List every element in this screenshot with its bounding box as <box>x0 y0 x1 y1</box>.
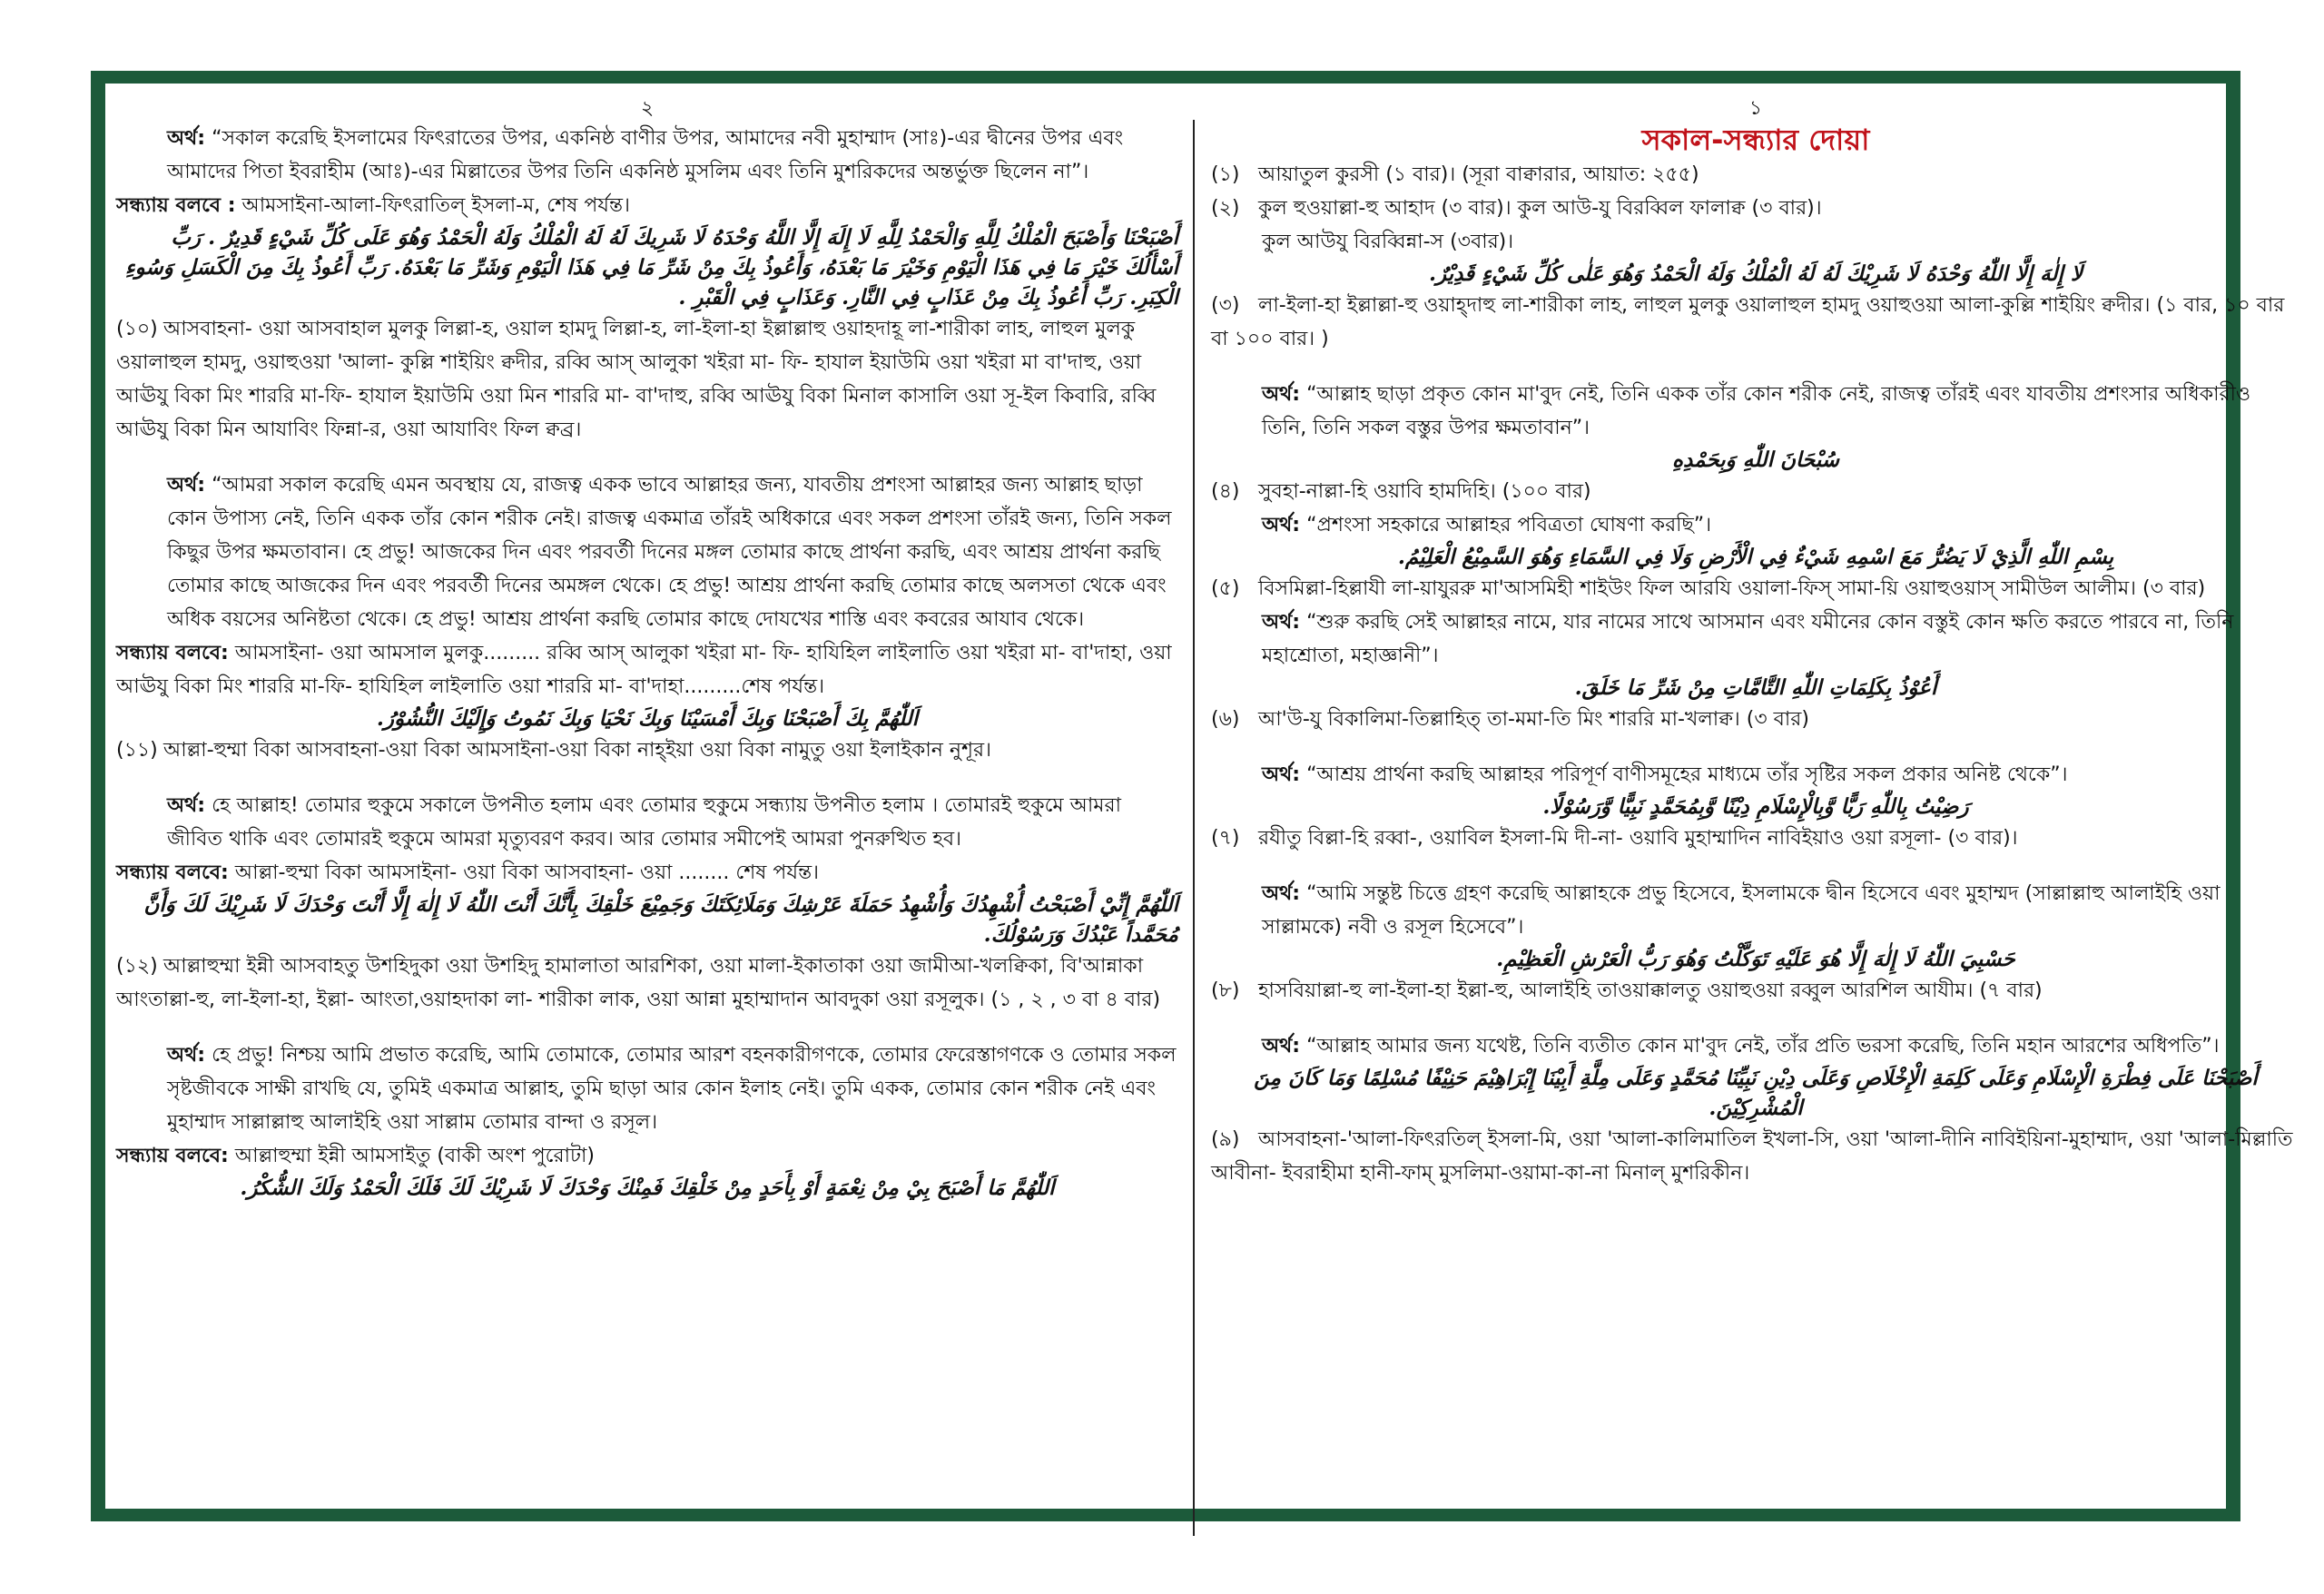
dua-item <box>1211 289 2300 356</box>
spacer <box>1211 855 2300 877</box>
item-number: (৯) <box>1211 1128 1240 1151</box>
item-number: (৭) <box>1211 827 1240 850</box>
transliteration-text: রযীতু বিল্লা-হি রব্বা-, ওয়াবিল ইসলা-মি দী-না- ওয়াবি মুহাম্মাদিন নাবিইয়াও ওয়া রসূলা- (৩ বার)। <box>1258 827 2018 850</box>
transliteration-text: আ'উ-যু বিকালিমা-তিল্লাহিত্ তা-মমা-তি মিং শাররি মা-খলাক্ব। (৩ বার) <box>1258 708 1809 731</box>
document-spread <box>105 84 2293 1509</box>
meaning-label: অর্থ: <box>167 127 206 150</box>
right-page <box>1211 96 2300 1190</box>
meaning-paragraph <box>116 468 1178 636</box>
item-number: (১০) <box>116 318 158 340</box>
arabic-dua-text: لَا إِلٰهَ إِلَّا اللّٰهُ وَحْدَهُ لَا شَرِيْكَ لَهُ لَهُ الْمُلْكُ وَلَهُ الْحَمْدُ وَهُوَ عَلٰى كُلِّ شَيْءٍ قَدِيْرٌ. <box>1429 261 2083 286</box>
transliteration-text: আসবাহনা- ওয়া আসবাহাল মুলকু লিল্লা-হ, ওয়াল হামদু লিল্লা-হ, লা-ইলা-হা ইল্লাল্লাহু ওয়াহদাহূ লা-শারীকা লাহ, লাহুল মুলকু ওয়ালাহুল হামদু, ওয়াহুওয়া 'আলা- কুল্লি শাইয়িং ক্বদীর, রব্বি আস্ আলুকা খইরা মা- ফি- হাযাল ইয়াউমি ওয়া খইরা মা বা'দাহু, ওয়া আঊযু বিকা মিং শাররি মা-ফি- হাযাল ইয়াউমি ওয়া মিন শাররি মা- বা'দাহু, রব্বি আঊযু বিকা মিনাল কাসালি ওয়া সূ-ইল কিবারি, রব্বি আঊযু বিকা মিন আযাবিং ফিন্না-র, ওয়া আযাবিং ফিল ক্বব্র। <box>116 318 1157 441</box>
paragraph-text: হে প্রভু! নিশ্চয় আমি প্রভাত করেছি, আমি তোমাকে, তোমার আরশ বহনকারীগণকে, তোমার ফেরেস্তাগণকে ও তোমার সকল সৃষ্টজীবকে সাক্ষী রাখছি যে, তুমিই একমাত্র আল্লাহ, তুমি ছাড়া আর কোন ইলাহ নেই। তুমি একক, তোমার কোন শরীক নেই এবং মুহাম্মাদ সাল্লাল্লাহু আলাইহি ওয়া সাল্লাম তোমার বান্দা ও রসূল। <box>167 1044 1177 1134</box>
spacer <box>116 1017 1178 1038</box>
meaning-label: অর্থ: <box>1262 1035 1301 1058</box>
spacer <box>116 447 1178 468</box>
transliteration-text: কুল হুওয়াল্লা-হু আহাদ (৩ বার)। কুল আউ-যু বিরব্বিল ফালাক্ব (৩ বার)। <box>1258 197 1822 220</box>
meaning-paragraph <box>1211 877 2300 944</box>
paragraph-text: “আল্লাহ আমার জন্য যথেষ্ট, তিনি ব্যতীত কোন মা'বুদ নেই, তাঁর প্রতি ভরসা করেছি, তিনি মহান আরশের অধিপতি”। <box>1306 1035 2220 1058</box>
meaning-paragraph <box>116 1038 1178 1139</box>
arabic-dua-text: اَللّٰهُمَّ بِكَ أَصْبَحْنَا وَبِكَ أَمْسَيْنَا وَبِكَ نَحْيَا وَبِكَ نَمُوتُ وَإِلَيْكَ النُّشُوْرُ. <box>376 706 919 731</box>
arabic-dua-text: أَعُوْذُ بِكَلِمَاتِ اللّٰهِ التَّامَّاتِ مِنْ شَرِّ مَا خَلَقَ. <box>1574 675 1937 700</box>
item-number: (২) <box>1211 197 1240 220</box>
arabic-dua-text: اَللّٰهُمَّ مَا أَصْبَحَ بِيْ مِنْ نِعْمَةٍ أَوْ بِأَحَدٍ مِنْ خَلْقِكَ فَمِنْكَ وَحْدَكَ لَا شَرِيْكَ لَكَ فَلَكَ الْحَمْدُ وَلَكَ الشُّكْرُ. <box>240 1176 1055 1200</box>
item-number: (৩) <box>1211 294 1240 317</box>
paragraph-text: আমসাইনা- ওয়া আমসাল মুলকু......... রব্বি আস্ আলুকা খইরা মা- ফি- হাযিহিল লাইলাতি ওয়া খইরা মা- বা'দাহা, ওয়া আঊযু বিকা মিং শাররি মা-ফি- হাযিহিল লাইলাতি ওয়া শাররি মা- বা'দাহা.........শেষ পর্যন্ত। <box>116 642 1172 698</box>
meaning-paragraph <box>1211 1029 2300 1063</box>
transliteration-text: আসবাহনা-'আলা-ফিৎরতিল্ ইসলা-মি, ওয়া 'আলা-কালিমাতিল ইখলা-সি, ওয়া 'আলা-দীনি নাবিইয়িনা-মুহাম্মাদ, ওয়া 'আলা-মিল্লাতি আবীনা- ইবরাহীমা হানী-ফাম্ মুসলিমা-ওয়ামা-কা-না মিনাল্ মুশরিকীন। <box>1211 1128 2293 1185</box>
page-number: ১ <box>1748 97 1763 120</box>
item-number: (১২) <box>116 955 158 978</box>
page-title: সকাল-সন্ধ্যার দোয়া <box>1641 123 1870 157</box>
dua-item <box>1211 822 2300 855</box>
dua-item <box>1211 158 2300 192</box>
dua-item <box>116 312 1178 447</box>
paragraph-text: “আল্লাহ ছাড়া প্রকৃত কোন মা'বুদ নেই, তিনি একক তাঁর কোন শরীক নেই, রাজত্ব তাঁরই এবং যাবতীয় প্রশংসার অধিকারীও তিনি, তিনি সকল বস্তুর উপর ক্ষমতাবান”। <box>1262 383 2251 439</box>
spacer <box>1211 736 2300 758</box>
arabic-dua-text: سُبْحَانَ اللّٰهِ وَبِحَمْدِهِ <box>1671 448 1840 472</box>
paragraph-text: “আমরা সকাল করেছি এমন অবস্থায় যে, রাজত্ব একক ভাবে আল্লাহর জন্য, যাবতীয় প্রশংসা আল্লাহর জন্য আল্লাহ ছাড়া কোন উপাস্য নেই, তিনি একক তাঁর কোন শরীক নেই। রাজত্ব একমাত্র তাঁরই অধিকারে এবং সকল প্রশংসা তাঁরই জন্য, তিনি সকল কিছুর উপর ক্ষমতাবান। হে প্রভু! আজকের দিন এবং পরবর্তী দিনের মঙ্গল তোমার কাছে প্রার্থনা করছি, এবং আশ্রয় প্রার্থনা করছি তোমার কাছে আজকের দিন এবং পরবর্তী দিনের অমঙ্গল থেকে। হে প্রভু! আশ্রয় প্রার্থনা করছি তোমার কাছে অলসতা থেকে এবং অধিক বয়সের অনিষ্টতা থেকে। হে প্রভু! আশ্রয় প্রার্থনা করছি তোমার কাছে দোযখের শাস্তি এবং কবরের আযাব থেকে। <box>167 474 1172 631</box>
evening-instruction <box>116 189 1178 222</box>
paragraph-text: “সকাল করেছি ইসলামের ফিৎরাতের উপর, একনিষ্ঠ বাণীর উপর, আমাদের নবী মুহাম্মাদ (সাঃ)-এর দ্বীনের উপর এবং আমাদের পিতা ইবরাহীম (আঃ)-এর মিল্লাতের উপর তিনি একনিষ্ঠ মুসলিম এবং তিনি মুশরিকদের অন্তর্ভুক্ত ছিলেন না”। <box>167 127 1124 183</box>
arabic-dua-text: أَصْبَحْنَا عَلَى فِطْرَةِ الْإِسْلَامِ وَعَلَى كَلِمَةِ الْإِخْلَاصِ وَعَلَى دِيْنِ نَبِيِّنَا مُحَمَّدٍ وَعَلَى مِلَّةِ أَبِيْنَا إِبْرَاهِيْمَ حَنِيْفًا مُسْلِمًا وَمَا كَانَ مِنَ الْمُشْرِكِيْنَ. <box>1254 1066 2258 1120</box>
evening-label: সন্ধ্যায় বলবে: <box>116 861 229 884</box>
meaning-paragraph <box>116 789 1178 856</box>
paragraph-text: আল্লা-হুম্মা বিকা আমসাইনা- ওয়া বিকা আসবাহনা- ওয়া ........ শেষ পর্যন্ত। <box>234 861 820 884</box>
paragraph-text: আমসাইনা-আলা-ফিৎরাতিল্ ইসলা-ম, শেষ পর্যন্ত। <box>241 194 630 217</box>
dua-item <box>1211 1123 2300 1190</box>
evening-label: সন্ধ্যায় বলবে : <box>116 194 236 217</box>
meaning-label: অর্থ: <box>167 474 206 497</box>
arabic-dua-text: اَللّٰهُمَّ إِنِّيْ أَصْبَحْتُ أُشْهِدُكَ وَأُشْهِدُ حَمَلَةَ عَرْشِكَ وَمَلَائِكَتَكَ وَجَمِيْعَ خَلْقِكَ بِأَنَّكَ أَنْتَ اللّٰهُ لَا إِلٰهَ إِلَّا أَنْتَ وَحْدَكَ لَا شَرِيْكَ لَكَ وَأَنَّ مُحَمَّداً عَبْدُكَ وَرَسُوْلُكَ. <box>143 892 1178 947</box>
item-number: (১) <box>1211 163 1240 186</box>
page-frame <box>91 71 2293 1521</box>
left-page <box>116 96 1178 1203</box>
arabic-dua-text: حَسْبِيَ اللّٰهُ لَا إِلٰهَ إِلَّا هُوَ عَلَيْهِ تَوَكَّلْتُ وَهُوَ رَبُّ الْعَرْشِ الْعَظِيْمِ. <box>1496 947 2015 971</box>
dua-item <box>116 733 1178 767</box>
arabic-dua-text: بِسْمِ اللّٰهِ الَّذِيْ لَا يَضُرُّ مَعَ اسْمِهِ شَيْءٌ فِي الْأَرْضِ وَلَا فِي السَّمَاءِ وَهُوَ السَّمِيْعُ الْعَلِيْمُ. <box>1397 545 2114 569</box>
evening-label: সন্ধ্যায় বলবে: <box>116 1145 229 1167</box>
evening-instruction <box>116 636 1178 704</box>
dua-item <box>1211 572 2300 605</box>
transliteration-text: বিসমিল্লা-হিল্লাযী লা-য়াযুররু মা'আসমিহী শাইউং ফিল আরযি ওয়ালা-ফিস্ সামা-য়ি ওয়াহুওয়াস্ সামীউল আলীম। (৩ বার) <box>1258 577 2206 600</box>
paragraph-text: হে আল্লাহ! তোমার হুকুমে সকালে উপনীত হলাম এবং তোমার হুকুমে সন্ধ্যায় উপনীত হলাম । তোমারই হুকুমে আমরা জীবিত থাকি এবং তোমারই হুকুমে আমরা মৃত্যুবরণ করব। আর তোমার সমীপেই আমরা পুনরুত্থিত হব। <box>167 794 1121 851</box>
right-page-content <box>1211 158 2300 1190</box>
spacer <box>1211 356 2300 378</box>
evening-label: সন্ধ্যায় বলবে: <box>116 642 229 664</box>
spacer <box>116 767 1178 789</box>
transliteration-text: আল্লা-হুম্মা বিকা আসবাহনা-ওয়া বিকা আমসাইনা-ওয়া বিকা নাহ্ইয়া ওয়া বিকা নামুতু ওয়া ইলাইকান নুশূর। <box>163 739 991 762</box>
transliteration-text: সুবহা-নাল্লা-হি ওয়াবি হামদিহি। (১০০ বার) <box>1258 480 1591 503</box>
dua-item <box>1211 703 2300 736</box>
dua-item <box>116 950 1178 1017</box>
meaning-label: অর্থ: <box>167 794 206 817</box>
page-divider <box>1193 120 1195 1536</box>
meaning-label: অর্থ: <box>1262 383 1301 406</box>
meaning-paragraph <box>1211 378 2300 445</box>
spacer <box>1211 1008 2300 1029</box>
meaning-label: অর্থ: <box>167 1044 206 1067</box>
transliteration-text: লা-ইলা-হা ইল্লাল্লা-হু ওয়াহ্দাহু লা-শারীকা লাহ, লাহুল মুলকু ওয়ালাহুল হামদু ওয়াহুওয়া আলা-কুল্লি শাইয়িং ক্বদীর। (১ বার, ১০ বার বা ১০০ বার। ) <box>1211 294 2285 350</box>
paragraph-text: “আশ্রয় প্রার্থনা করছি আল্লাহর পরিপূর্ণ বাণীসমূহের মাধ্যমে তাঁর সৃষ্টির সকল প্রকার অনিষ্ট থেকে”। <box>1306 763 2068 786</box>
paragraph-text: “শুরু করছি সেই আল্লাহর নামে, যার নামের সাথে আসমান এবং যমীনের কোন বস্তুই কোন ক্ষতি করতে পারবে না, তিনি মহাশ্রোতা, মহাজ্ঞানী”। <box>1262 611 2234 667</box>
item-number: (১১) <box>116 739 158 762</box>
item-number: (৪) <box>1211 480 1240 503</box>
transliteration-text: আয়াতুল কুরসী (১ বার)। (সূরা বাক্বারার, আয়াত: ২৫৫) <box>1258 163 1699 186</box>
item-number: (৬) <box>1211 708 1240 731</box>
paragraph-text: আল্লাহুম্মা ইন্নী আমসাইতু (বাকী অংশ পুরোটা) <box>234 1145 595 1167</box>
meaning-paragraph <box>1211 605 2300 673</box>
meaning-paragraph <box>116 122 1178 189</box>
transliteration-text: আল্লাহুম্মা ইন্নী আসবাহতু উশহিদুকা ওয়া উশহিদু হামালাতা আরশিকা, ওয়া মালা-ইকাতাকা ওয়া জামীআ-খলক্বিকা, বি'আন্নাকা আংতাল্লা-হু, লা-ইলা-হা, ইল্লা- আংতা,ওয়াহদাকা লা- শারীকা লাক, ওয়া আন্না মুহাম্মাদান আবদুকা ওয়া রসূলুক। (১ , ২ , ৩ বা ৪ বার) <box>116 955 1161 1011</box>
meaning-paragraph <box>1211 508 2300 542</box>
dua-item <box>1211 475 2300 508</box>
meaning-label: অর্থ: <box>1262 514 1301 536</box>
evening-instruction <box>116 856 1178 890</box>
left-page-content <box>116 122 1178 1203</box>
transliteration-text: কুল আউযু বিরব্বিন্না-স (৩বার)। <box>1262 231 1514 253</box>
meaning-label: অর্থ: <box>1262 611 1301 634</box>
transliteration-text: হাসবিয়াল্লা-হু লা-ইলা-হা ইল্লা-হু, আলাইহি তাওয়াক্কালতু ওয়াহুওয়া রব্বুল আরশিল আযীম। (৭ বার) <box>1258 979 2043 1002</box>
item-number: (৮) <box>1211 979 1240 1002</box>
dua-item <box>1211 192 2300 225</box>
evening-instruction <box>116 1139 1178 1173</box>
meaning-paragraph <box>1211 758 2300 792</box>
meaning-label: অর্থ: <box>1262 763 1301 786</box>
page-number: ২ <box>640 97 655 120</box>
arabic-dua-text: رَضِيْتُ بِاللّٰهِ رَبًّا وَّبِالْإِسْلَامِ دِيْنًا وَّبِمُحَمَّدٍ نَبِيًّا وَّرَسُوْلًا. <box>1542 794 1969 819</box>
arabic-dua-text: أَصْبَحْنَا وَأَصْبَحَ الْمُلْكُ لِلَّهِ وَالْحَمْدُ لِلَّهِ لَا إِلَهَ إِلَّا اللَّهُ وَحْدَهُ لَا شَرِيكَ لَهُ لَهُ الْمُلْكُ وَلَهُ الْحَمْدُ وَهُوَ عَلَى كُلِّ شَيْءٍ قَدِيرٌ . رَبِّ أَسْأَلُكَ خَيْرَ مَا فِي هَذَا الْيَوْمِ وَخَيْرَ مَا بَعْدَهُ، وَأَعُوذُ بِكَ مِنْ شَرِّ مَا فِي هَذَا الْيَوْمِ وَشَرِّ مَا بَعْدَهُ. رَبِّ أَعُوذُ بِكَ مِنَ الْكَسَلِ وَسُوءِ الْكِبَرِ. رَبِّ أَعُوذُ بِكَ مِنْ عَذَابٍ فِي النَّارِ. وَعَذَابٍ فِي الْقَبْرِ . <box>124 225 1178 310</box>
dua-item <box>1211 974 2300 1008</box>
paragraph-text: “আমি সন্তুষ্ট চিত্তে গ্রহণ করেছি আল্লাহকে প্রভু হিসেবে, ইসলামকে দ্বীন হিসেবে এবং মুহাম্মদ (সাল্লাল্লাহু আলাইহি ওয়া সাল্লামকে) নবী ও রসূল হিসেবে”। <box>1262 882 2221 939</box>
paragraph-text: “প্রশংসা সহকারে আল্লাহর পবিত্রতা ঘোষণা করছি”। <box>1306 514 1712 536</box>
item-number: (৫) <box>1211 577 1240 600</box>
meaning-label: অর্থ: <box>1262 882 1301 905</box>
